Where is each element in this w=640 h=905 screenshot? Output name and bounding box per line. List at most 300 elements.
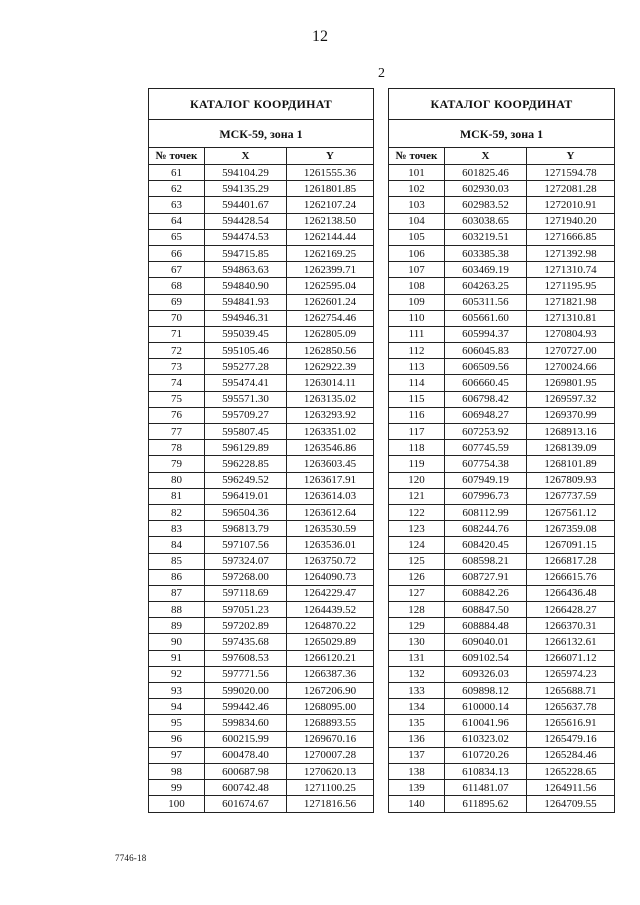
y-coordinate: 1262144.44	[287, 229, 374, 245]
x-coordinate: 606045.83	[445, 343, 527, 359]
y-coordinate: 1267561.12	[527, 504, 615, 520]
y-coordinate: 1269801.95	[527, 375, 615, 391]
point-number: 109	[389, 294, 445, 310]
table-title: КАТАЛОГ КООРДИНАТ	[149, 89, 374, 120]
x-coordinate: 607949.19	[445, 472, 527, 488]
point-number: 123	[389, 521, 445, 537]
y-coordinate: 1262399.71	[287, 262, 374, 278]
point-number: 107	[389, 262, 445, 278]
table-row	[149, 245, 374, 261]
point-number: 90	[149, 634, 205, 650]
point-number: 111	[389, 326, 445, 342]
x-coordinate: 594104.29	[205, 165, 287, 181]
table-row	[389, 456, 615, 472]
point-number: 78	[149, 440, 205, 456]
header-x: X	[205, 148, 287, 165]
point-number: 131	[389, 650, 445, 666]
y-coordinate: 1265688.71	[527, 683, 615, 699]
y-coordinate: 1262805.09	[287, 326, 374, 342]
x-coordinate: 600215.99	[205, 731, 287, 747]
x-coordinate: 595807.45	[205, 424, 287, 440]
point-number: 103	[389, 197, 445, 213]
point-number: 71	[149, 326, 205, 342]
point-number: 100	[149, 796, 205, 812]
x-coordinate: 596129.89	[205, 440, 287, 456]
point-number: 84	[149, 537, 205, 553]
table-row	[389, 391, 615, 407]
x-coordinate: 608244.76	[445, 521, 527, 537]
point-number: 135	[389, 715, 445, 731]
point-number: 76	[149, 407, 205, 423]
x-coordinate: 597771.56	[205, 666, 287, 682]
y-coordinate: 1268913.16	[527, 424, 615, 440]
table-row	[389, 245, 615, 261]
y-coordinate: 1267809.93	[527, 472, 615, 488]
point-number: 63	[149, 197, 205, 213]
point-number: 74	[149, 375, 205, 391]
table-row	[389, 472, 615, 488]
point-number: 99	[149, 780, 205, 796]
x-coordinate: 596813.79	[205, 521, 287, 537]
x-coordinate: 607253.92	[445, 424, 527, 440]
x-coordinate: 595474.41	[205, 375, 287, 391]
table-row	[389, 650, 615, 666]
x-coordinate: 609898.12	[445, 683, 527, 699]
x-coordinate: 608727.91	[445, 569, 527, 585]
point-number: 117	[389, 424, 445, 440]
y-coordinate: 1266071.12	[527, 650, 615, 666]
point-number: 91	[149, 650, 205, 666]
x-coordinate: 605661.60	[445, 310, 527, 326]
table-row	[389, 569, 615, 585]
table-row	[389, 553, 615, 569]
x-coordinate: 608884.48	[445, 618, 527, 634]
point-number: 77	[149, 424, 205, 440]
table-row	[389, 343, 615, 359]
x-coordinate: 607754.38	[445, 456, 527, 472]
table-row	[149, 472, 374, 488]
table-row	[149, 780, 374, 796]
coordinate-system: МСК-59, зона 1	[149, 120, 374, 148]
table-row	[149, 456, 374, 472]
table-row	[149, 602, 374, 618]
y-coordinate: 1268095.00	[287, 699, 374, 715]
table-row	[389, 618, 615, 634]
x-coordinate: 608842.26	[445, 585, 527, 601]
y-coordinate: 1265637.78	[527, 699, 615, 715]
table-row	[149, 424, 374, 440]
point-number: 61	[149, 165, 205, 181]
table-row	[149, 699, 374, 715]
y-coordinate: 1263614.03	[287, 488, 374, 504]
x-coordinate: 596504.36	[205, 504, 287, 520]
table-row	[149, 634, 374, 650]
table-row	[389, 213, 615, 229]
table-row	[149, 618, 374, 634]
y-coordinate: 1264870.22	[287, 618, 374, 634]
y-coordinate: 1271821.98	[527, 294, 615, 310]
y-coordinate: 1271310.74	[527, 262, 615, 278]
y-coordinate: 1263293.92	[287, 407, 374, 423]
point-number: 121	[389, 488, 445, 504]
table-row	[149, 213, 374, 229]
x-coordinate: 600478.40	[205, 747, 287, 763]
table-row	[149, 796, 374, 812]
x-coordinate: 597324.07	[205, 553, 287, 569]
point-number: 105	[389, 229, 445, 245]
table-row	[149, 165, 374, 181]
y-coordinate: 1263546.86	[287, 440, 374, 456]
x-coordinate: 597118.69	[205, 585, 287, 601]
point-number: 113	[389, 359, 445, 375]
y-coordinate: 1266120.21	[287, 650, 374, 666]
table-row	[149, 504, 374, 520]
y-coordinate: 1266370.31	[527, 618, 615, 634]
point-number: 132	[389, 666, 445, 682]
y-coordinate: 1266436.48	[527, 585, 615, 601]
y-coordinate: 1263603.45	[287, 456, 374, 472]
table-row	[389, 699, 615, 715]
point-number: 127	[389, 585, 445, 601]
sheet-number: 2	[378, 66, 385, 81]
point-number: 106	[389, 245, 445, 261]
x-coordinate: 603469.19	[445, 262, 527, 278]
y-coordinate: 1262107.24	[287, 197, 374, 213]
y-coordinate: 1262850.56	[287, 343, 374, 359]
x-coordinate: 597051.23	[205, 602, 287, 618]
x-coordinate: 608847.50	[445, 602, 527, 618]
y-coordinate: 1271666.85	[527, 229, 615, 245]
table-row	[389, 666, 615, 682]
y-coordinate: 1267206.90	[287, 683, 374, 699]
x-coordinate: 610041.96	[445, 715, 527, 731]
point-number: 134	[389, 699, 445, 715]
table-row	[389, 488, 615, 504]
point-number: 65	[149, 229, 205, 245]
table-row	[389, 262, 615, 278]
y-coordinate: 1267737.59	[527, 488, 615, 504]
y-coordinate: 1270727.00	[527, 343, 615, 359]
x-coordinate: 606798.42	[445, 391, 527, 407]
table-row	[389, 310, 615, 326]
table-row	[389, 537, 615, 553]
coordinate-table-left	[148, 88, 374, 813]
point-number: 81	[149, 488, 205, 504]
y-coordinate: 1266817.28	[527, 553, 615, 569]
y-coordinate: 1267359.08	[527, 521, 615, 537]
y-coordinate: 1271195.95	[527, 278, 615, 294]
point-number: 73	[149, 359, 205, 375]
y-coordinate: 1265228.65	[527, 763, 615, 779]
header-y: Y	[287, 148, 374, 165]
table-row	[149, 440, 374, 456]
x-coordinate: 594474.53	[205, 229, 287, 245]
y-coordinate: 1263617.91	[287, 472, 374, 488]
x-coordinate: 608598.21	[445, 553, 527, 569]
table-row	[149, 683, 374, 699]
table-row	[389, 763, 615, 779]
x-coordinate: 611895.62	[445, 796, 527, 812]
point-number: 75	[149, 391, 205, 407]
table-row	[389, 747, 615, 763]
x-coordinate: 602930.03	[445, 181, 527, 197]
x-coordinate: 603219.51	[445, 229, 527, 245]
page-number: 12	[312, 28, 328, 45]
y-coordinate: 1262595.04	[287, 278, 374, 294]
y-coordinate: 1265029.89	[287, 634, 374, 650]
table-row	[149, 359, 374, 375]
x-coordinate: 602983.52	[445, 197, 527, 213]
point-number: 122	[389, 504, 445, 520]
point-number: 138	[389, 763, 445, 779]
table-row	[149, 569, 374, 585]
point-number: 102	[389, 181, 445, 197]
y-coordinate: 1270024.66	[527, 359, 615, 375]
table-row	[149, 763, 374, 779]
y-coordinate: 1263536.01	[287, 537, 374, 553]
y-coordinate: 1261801.85	[287, 181, 374, 197]
y-coordinate: 1262922.39	[287, 359, 374, 375]
point-number: 126	[389, 569, 445, 585]
table-row	[389, 197, 615, 213]
y-coordinate: 1262754.46	[287, 310, 374, 326]
point-number: 97	[149, 747, 205, 763]
point-number: 116	[389, 407, 445, 423]
point-number: 95	[149, 715, 205, 731]
point-number: 130	[389, 634, 445, 650]
table-row	[389, 715, 615, 731]
y-coordinate: 1262601.24	[287, 294, 374, 310]
y-coordinate: 1268139.09	[527, 440, 615, 456]
y-coordinate: 1263612.64	[287, 504, 374, 520]
y-coordinate: 1263351.02	[287, 424, 374, 440]
x-coordinate: 610720.26	[445, 747, 527, 763]
x-coordinate: 595571.30	[205, 391, 287, 407]
coordinate-table-right	[388, 88, 615, 813]
table-row	[149, 585, 374, 601]
header-x: X	[445, 148, 527, 165]
y-coordinate: 1262169.25	[287, 245, 374, 261]
y-coordinate: 1265284.46	[527, 747, 615, 763]
point-number: 92	[149, 666, 205, 682]
table-row	[389, 780, 615, 796]
table-row	[149, 229, 374, 245]
coordinate-system: МСК-59, зона 1	[389, 120, 615, 148]
table-row	[149, 278, 374, 294]
table-row	[149, 294, 374, 310]
y-coordinate: 1266132.61	[527, 634, 615, 650]
table-row	[149, 262, 374, 278]
x-coordinate: 595277.28	[205, 359, 287, 375]
y-coordinate: 1271310.81	[527, 310, 615, 326]
point-number: 101	[389, 165, 445, 181]
table-row	[149, 310, 374, 326]
table-row	[389, 521, 615, 537]
point-number: 93	[149, 683, 205, 699]
table-body	[149, 165, 374, 813]
x-coordinate: 608420.45	[445, 537, 527, 553]
header-point: № точек	[389, 148, 445, 165]
y-coordinate: 1263530.59	[287, 521, 374, 537]
y-coordinate: 1264911.56	[527, 780, 615, 796]
x-coordinate: 597435.68	[205, 634, 287, 650]
point-number: 118	[389, 440, 445, 456]
y-coordinate: 1264439.52	[287, 602, 374, 618]
y-coordinate: 1268101.89	[527, 456, 615, 472]
point-number: 85	[149, 553, 205, 569]
y-coordinate: 1265974.23	[527, 666, 615, 682]
x-coordinate: 609102.54	[445, 650, 527, 666]
header-y: Y	[527, 148, 615, 165]
table-row	[389, 731, 615, 747]
x-coordinate: 594428.54	[205, 213, 287, 229]
table-row	[389, 683, 615, 699]
x-coordinate: 594840.90	[205, 278, 287, 294]
point-number: 120	[389, 472, 445, 488]
x-coordinate: 603038.65	[445, 213, 527, 229]
y-coordinate: 1269370.99	[527, 407, 615, 423]
y-coordinate: 1265616.91	[527, 715, 615, 731]
table-row	[149, 537, 374, 553]
x-coordinate: 597608.53	[205, 650, 287, 666]
point-number: 133	[389, 683, 445, 699]
point-number: 128	[389, 602, 445, 618]
table-row	[389, 229, 615, 245]
point-number: 137	[389, 747, 445, 763]
x-coordinate: 605994.37	[445, 326, 527, 342]
table-row	[389, 504, 615, 520]
y-coordinate: 1272081.28	[527, 181, 615, 197]
y-coordinate: 1266387.36	[287, 666, 374, 682]
y-coordinate: 1268893.55	[287, 715, 374, 731]
y-coordinate: 1266428.27	[527, 602, 615, 618]
point-number: 112	[389, 343, 445, 359]
y-coordinate: 1270804.93	[527, 326, 615, 342]
point-number: 72	[149, 343, 205, 359]
point-number: 119	[389, 456, 445, 472]
table-row	[149, 715, 374, 731]
table-row	[149, 488, 374, 504]
table-row	[389, 181, 615, 197]
x-coordinate: 594863.63	[205, 262, 287, 278]
point-number: 83	[149, 521, 205, 537]
point-number: 114	[389, 375, 445, 391]
x-coordinate: 603385.38	[445, 245, 527, 261]
point-number: 104	[389, 213, 445, 229]
y-coordinate: 1264229.47	[287, 585, 374, 601]
x-coordinate: 609040.01	[445, 634, 527, 650]
x-coordinate: 594715.85	[205, 245, 287, 261]
point-number: 82	[149, 504, 205, 520]
point-number: 67	[149, 262, 205, 278]
y-coordinate: 1263014.11	[287, 375, 374, 391]
table-row	[149, 197, 374, 213]
table-row	[389, 294, 615, 310]
table-row	[389, 796, 615, 812]
point-number: 79	[149, 456, 205, 472]
point-number: 68	[149, 278, 205, 294]
y-coordinate: 1269597.32	[527, 391, 615, 407]
table-row	[389, 440, 615, 456]
y-coordinate: 1271100.25	[287, 780, 374, 796]
x-coordinate: 599834.60	[205, 715, 287, 731]
x-coordinate: 596419.01	[205, 488, 287, 504]
table-row	[149, 666, 374, 682]
x-coordinate: 595709.27	[205, 407, 287, 423]
x-coordinate: 594135.29	[205, 181, 287, 197]
table-row	[149, 181, 374, 197]
point-number: 94	[149, 699, 205, 715]
x-coordinate: 604263.25	[445, 278, 527, 294]
y-coordinate: 1271940.20	[527, 213, 615, 229]
table-row	[149, 391, 374, 407]
x-coordinate: 607745.59	[445, 440, 527, 456]
y-coordinate: 1263135.02	[287, 391, 374, 407]
x-coordinate: 610323.02	[445, 731, 527, 747]
y-coordinate: 1265479.16	[527, 731, 615, 747]
x-coordinate: 594401.67	[205, 197, 287, 213]
table-row	[149, 343, 374, 359]
point-number: 98	[149, 763, 205, 779]
x-coordinate: 595039.45	[205, 326, 287, 342]
point-number: 80	[149, 472, 205, 488]
table-row	[389, 165, 615, 181]
point-number: 125	[389, 553, 445, 569]
x-coordinate: 611481.07	[445, 780, 527, 796]
point-number: 124	[389, 537, 445, 553]
point-number: 62	[149, 181, 205, 197]
point-number: 69	[149, 294, 205, 310]
table-row	[149, 650, 374, 666]
x-coordinate: 599442.46	[205, 699, 287, 715]
table-row	[149, 326, 374, 342]
x-coordinate: 597202.89	[205, 618, 287, 634]
y-coordinate: 1270620.13	[287, 763, 374, 779]
table-row	[389, 326, 615, 342]
y-coordinate: 1271392.98	[527, 245, 615, 261]
table-row	[149, 375, 374, 391]
x-coordinate: 596228.85	[205, 456, 287, 472]
table-title: КАТАЛОГ КООРДИНАТ	[389, 89, 615, 120]
y-coordinate: 1269670.16	[287, 731, 374, 747]
table-row	[149, 731, 374, 747]
point-number: 88	[149, 602, 205, 618]
footer-code: 7746-18	[115, 853, 147, 863]
x-coordinate: 595105.46	[205, 343, 287, 359]
y-coordinate: 1263750.72	[287, 553, 374, 569]
table-row	[149, 747, 374, 763]
y-coordinate: 1262138.50	[287, 213, 374, 229]
table-row	[389, 407, 615, 423]
y-coordinate: 1264709.55	[527, 796, 615, 812]
x-coordinate: 594841.93	[205, 294, 287, 310]
table-row	[389, 634, 615, 650]
x-coordinate: 597268.00	[205, 569, 287, 585]
x-coordinate: 606660.45	[445, 375, 527, 391]
x-coordinate: 610000.14	[445, 699, 527, 715]
point-number: 89	[149, 618, 205, 634]
x-coordinate: 608112.99	[445, 504, 527, 520]
table-row	[149, 407, 374, 423]
x-coordinate: 596249.52	[205, 472, 287, 488]
x-coordinate: 609326.03	[445, 666, 527, 682]
x-coordinate: 594946.31	[205, 310, 287, 326]
point-number: 136	[389, 731, 445, 747]
table-row	[389, 424, 615, 440]
header-point: № точек	[149, 148, 205, 165]
x-coordinate: 601825.46	[445, 165, 527, 181]
y-coordinate: 1266615.76	[527, 569, 615, 585]
